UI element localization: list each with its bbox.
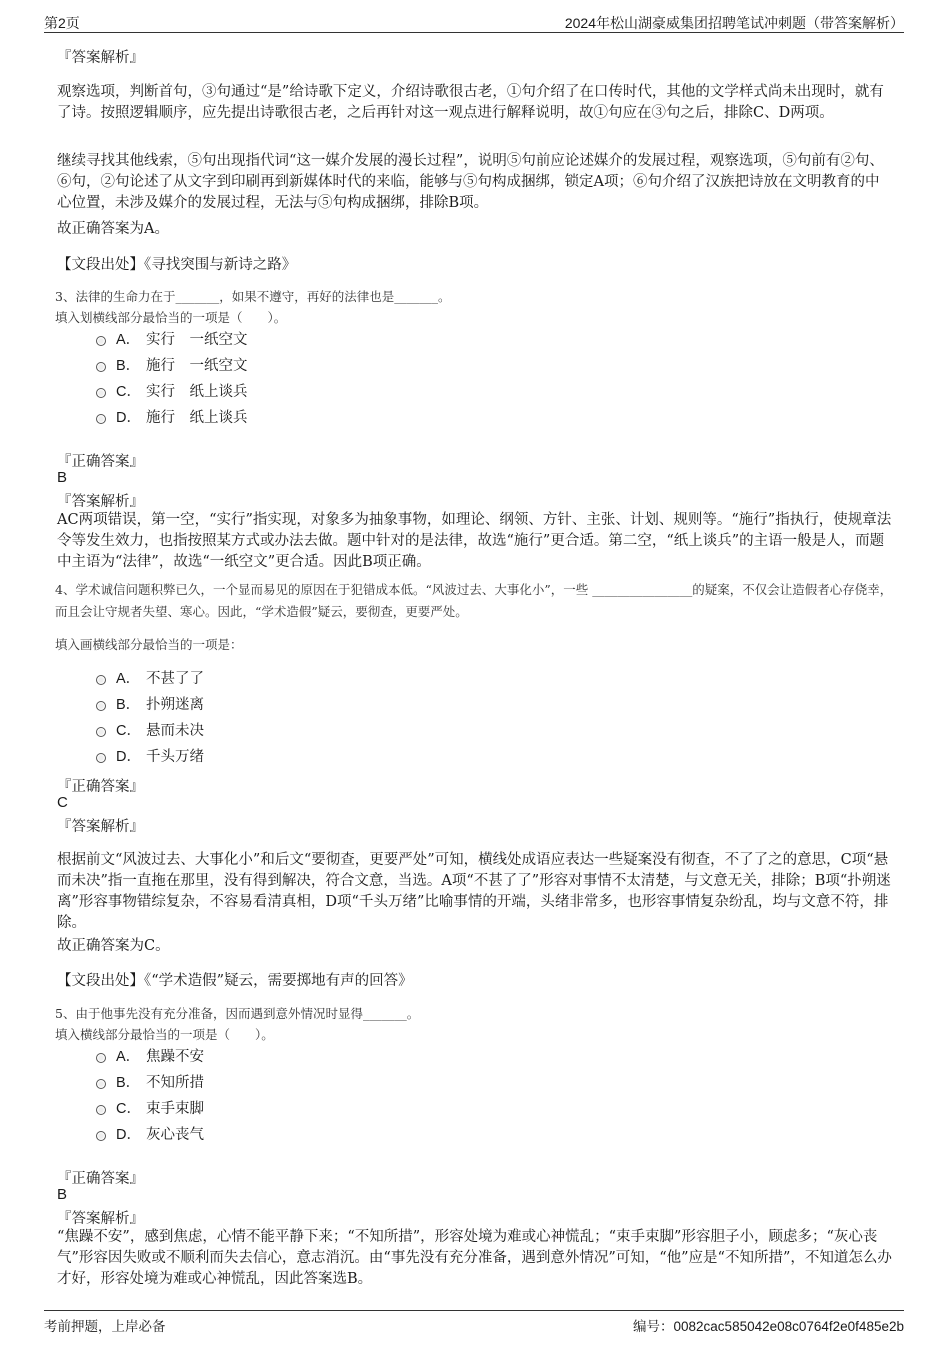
q4-source: 【文段出处】《“学术造假”疑云，需要掷地有声的回答》 xyxy=(57,973,413,989)
radio-icon[interactable] xyxy=(96,1131,106,1141)
q4-option-d[interactable]: D． 千头万绪 xyxy=(96,746,204,768)
q5-option-c[interactable]: C． 束手束脚 xyxy=(96,1098,204,1120)
q4-prompt: 填入画横线部分最恰当的一项是： xyxy=(55,637,243,652)
radio-icon[interactable] xyxy=(96,675,106,685)
q2-analysis-p3: 故正确答案为A。 xyxy=(57,221,169,237)
q3-analysis-label: 『答案解析』 xyxy=(57,494,144,510)
document-title: 2024年松山湖豪威集团招聘笔试冲刺题（带答案解析） xyxy=(564,15,904,31)
q4-analysis-p2: 故正确答案为C。 xyxy=(57,938,170,954)
q4-analysis-p1: 根据前文“风波过去、大事化小”和后文“要彻查，更要严处”可知，横线处成语应表达一些疑案没有彻查，不了了之的意思，C项“悬而未决”指一直拖在那里，没有得到解决，符合文意，当选。A项“不甚了了”形容对事情不太清楚，与文意无关，排除；B项“扑朔迷离”形容事物错综复杂，不容易看清真相，D项“千头万绪”比喻事情的开端，头绪非常多，也形容事情复杂纷乱，均与文意不符，排除。 xyxy=(57,852,891,931)
radio-icon[interactable] xyxy=(96,362,106,372)
radio-icon[interactable] xyxy=(96,1053,106,1063)
q2-analysis-p2: 继续寻找其他线索，⑤句出现指代词“这一媒介发展的漫长过程”，说明⑤句前应论述媒介的发展过程，观察选项，⑤句前有②句、⑥句，②句论述了从文字到印刷再到新媒体时代的来临，能够与⑤句构成捆绑，锁定A项；⑥句介绍了汉族把诗放在文明教育的中心位置，未涉及媒介的发展过程，无法与⑤句构成捆绑，排除B项。 xyxy=(57,153,884,211)
q4-correct-label: 『正确答案』 xyxy=(57,779,144,795)
radio-icon[interactable] xyxy=(96,388,106,398)
q5-correct-label: 『正确答案』 xyxy=(57,1171,144,1187)
radio-icon[interactable] xyxy=(96,1105,106,1115)
document-id: 编号：0082cac585042e08c0764f2e0f485e2b xyxy=(633,1319,904,1334)
q5-stem: 5、由于他事先没有充分准备，因而遇到意外情况时显得_______。 xyxy=(55,1006,420,1021)
q3-option-c[interactable]: C． 实行 纸上谈兵 xyxy=(96,381,248,403)
q2-analysis-p1: 观察选项，判断首句，③句通过“是”给诗歌下定义，介绍诗歌很古老，①句介绍了在口传时代，其他的文学样式尚未出现时，就有了诗。按照逻辑顺序，应先提出诗歌很古老，之后再针对这一观点进行解释说明，故①句应在③句之后，排除C、D两项。 xyxy=(57,84,884,121)
q4-option-a[interactable]: A． 不甚了了 xyxy=(96,668,204,690)
radio-icon[interactable] xyxy=(96,336,106,346)
q2-source: 【文段出处】《寻找突围与新诗之路》 xyxy=(57,257,297,273)
q3-stem: 3、法律的生命力在于_______，如果不遵守，再好的法律也是_______。 xyxy=(55,289,451,304)
radio-icon[interactable] xyxy=(96,1079,106,1089)
radio-icon[interactable] xyxy=(96,414,106,424)
q3-prompt: 填入划横线部分最恰当的一项是（ ）。 xyxy=(55,310,287,325)
q3-analysis: AC两项错误，第一空，“实行”指实现，对象多为抽象事物，如理论、纲领、方针、主张、计划、规则等。“施行”指执行，使规章法令等发生效力，也指按照某方式或办法去做。题中针对的是法律，故选“施行”更合适。第二空，“纸上谈兵”的主语一般是人，而题中主语为“法律”，故选“一纸空文”更合适。因此B项正确。 xyxy=(57,512,892,570)
q3-option-d[interactable]: D． 施行 纸上谈兵 xyxy=(96,407,248,429)
q3-option-a[interactable]: A． 实行 一纸空文 xyxy=(96,329,248,351)
page-number: 第2页 xyxy=(44,15,80,31)
q2-analysis-label: 『答案解析』 xyxy=(57,50,144,66)
q4-option-c[interactable]: C． 悬而未决 xyxy=(96,720,204,742)
q5-prompt: 填入横线部分最恰当的一项是（ ）。 xyxy=(55,1027,274,1042)
radio-icon[interactable] xyxy=(96,753,106,763)
radio-icon[interactable] xyxy=(96,701,106,711)
footer-slogan: 考前押题，上岸必备 xyxy=(44,1319,166,1335)
page-header xyxy=(44,10,904,33)
q4-correct-answer: C xyxy=(57,794,68,811)
q5-option-d[interactable]: D． 灰心丧气 xyxy=(96,1124,204,1146)
q4-option-b[interactable]: B． 扑朔迷离 xyxy=(96,694,204,716)
q5-analysis-label: 『答案解析』 xyxy=(57,1211,144,1227)
q3-option-b[interactable]: B． 施行 一纸空文 xyxy=(96,355,248,377)
q5-option-a[interactable]: A． 焦躁不安 xyxy=(96,1046,204,1068)
q5-correct-answer: B xyxy=(57,1186,68,1203)
q4-analysis-label: 『答案解析』 xyxy=(57,819,144,835)
q4-stem: 4、学术诚信问题积弊已久，一个显而易见的原因在于犯错成本低。“风波过去、大事化小”，一些 ________________的疑案，不仅会让造假者心存侥幸，而且会让守规者失望、寒心。因此，“学术造假”疑云，要彻查，更要严处。 xyxy=(55,582,893,619)
radio-icon[interactable] xyxy=(96,727,106,737)
q3-correct-label: 『正确答案』 xyxy=(57,454,144,470)
q5-option-b[interactable]: B． 不知所措 xyxy=(96,1072,204,1094)
q5-analysis: “焦躁不安”，感到焦虑，心情不能平静下来；“不知所措”，形容处境为难或心神慌乱；“束手束脚”形容胆子小，顾虑多；“灰心丧气”形容因失败或不顺利而失去信心，意志消沉。由“事先没有充分准备，遇到意外情况”可知，“他”应是“不知所措”，不知道怎么办才好，形容处境为难或心神慌乱，因此答案选B。 xyxy=(57,1229,892,1287)
q3-correct-answer: B xyxy=(57,469,68,486)
page-footer xyxy=(44,1310,904,1335)
